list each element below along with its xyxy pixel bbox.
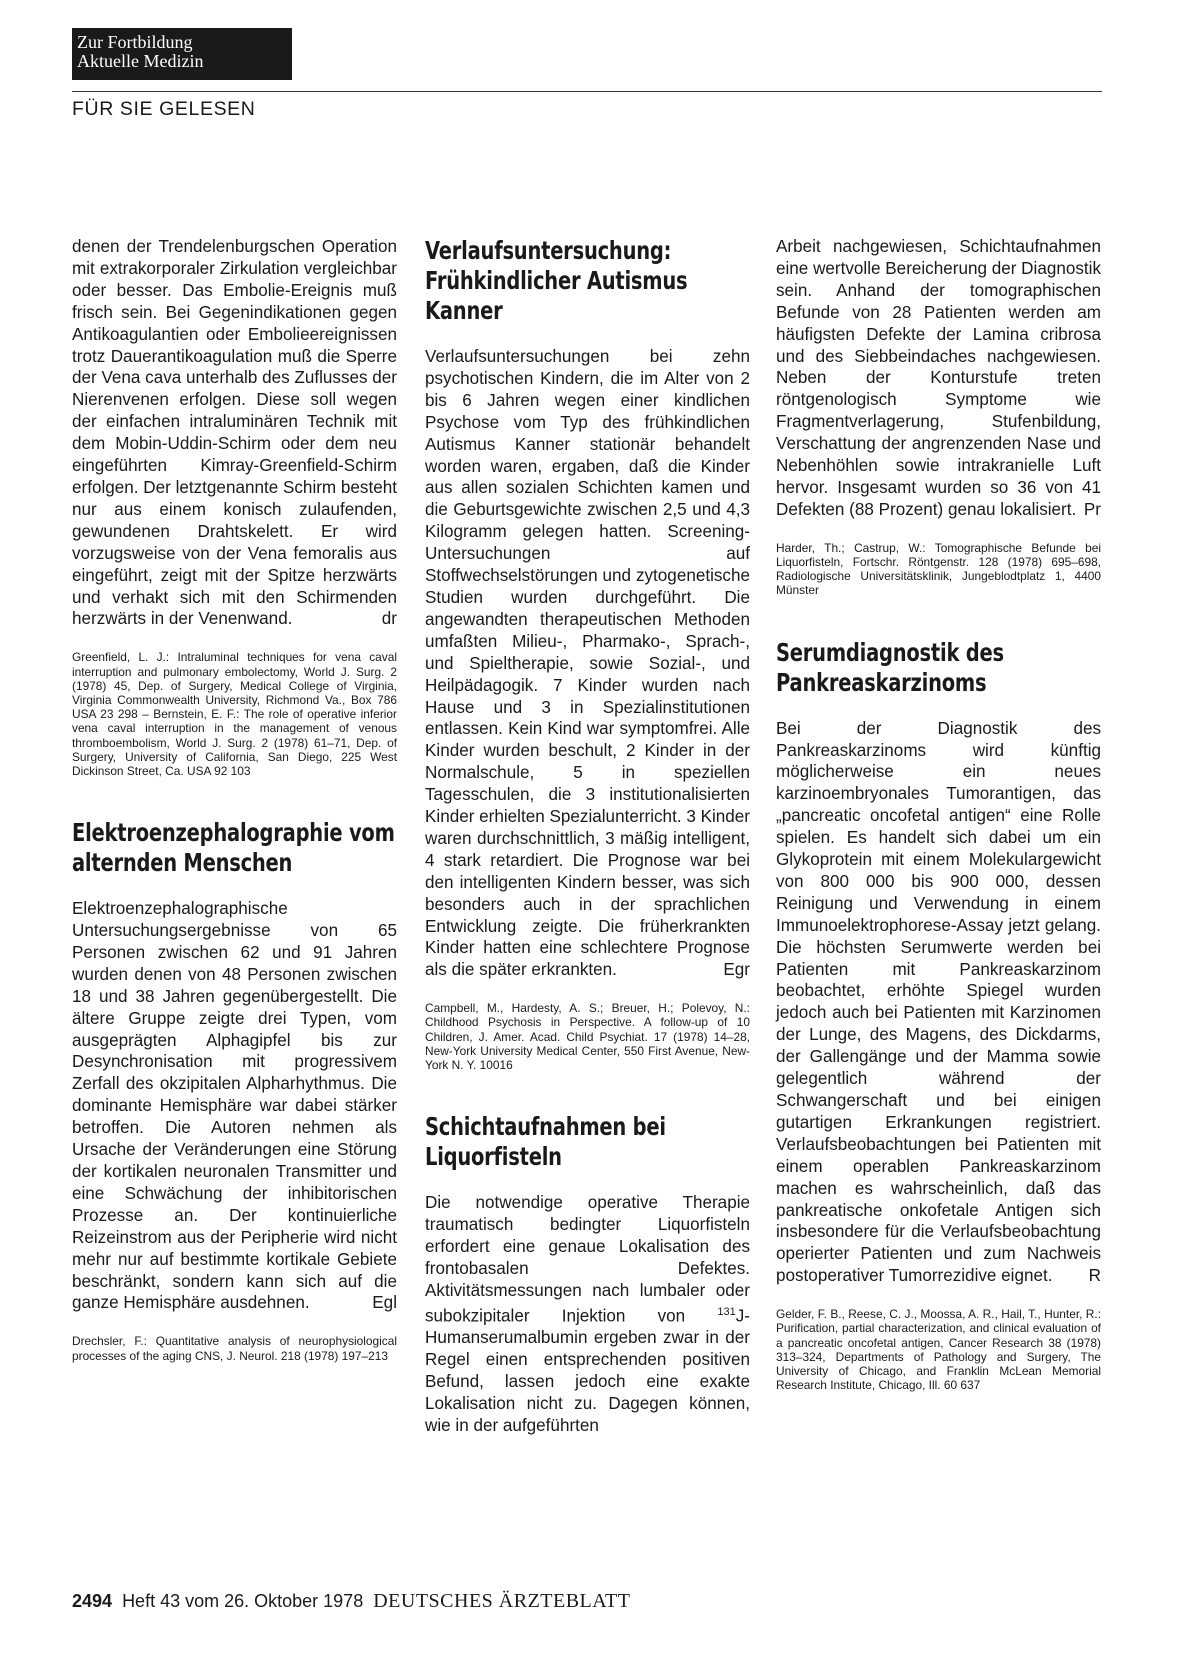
column-2 bbox=[425, 236, 750, 1437]
badge-line-2: Aktuelle Medizin bbox=[77, 51, 204, 71]
page-footer bbox=[72, 1590, 630, 1613]
page-number: 2494 bbox=[72, 1591, 113, 1611]
section-label: FÜR SIE GELESEN bbox=[72, 98, 256, 120]
section-badge bbox=[72, 28, 292, 80]
isotope-superscript: 131 bbox=[717, 1305, 736, 1318]
reference: Greenfield, L. J.: Intraluminal techniques for vena caval interruption and pulmonary embolectomy, World J. Surg. 2 (1978) 45, Dep. of Surgery, Medical College of Virginia, Virginia Commonwealth University, Richmond Va., Box 786 USA 23 298 – Bernstein, E. F.: The role of operative inferior vena caval interruption in the management of venous thromboembolism, World J. Surg. 2 (1978) 61–71, Dep. of Surgery, University of California, San Diego, 225 West Dickinson Street, Ca. USA 92 103 bbox=[72, 650, 397, 778]
author-signature: Egl bbox=[372, 1293, 397, 1313]
article-title: Schichtaufnahmen bei Liquorfisteln bbox=[425, 1112, 666, 1172]
reference: Drechsler, F.: Quantitative analysis of neurophysiological processes of the aging CNS, J. Neurol. 218 (1978) 197–213 bbox=[72, 1334, 397, 1363]
author-signature: R bbox=[1088, 1266, 1101, 1286]
article-title: Serumdiagnostik des Pankreaskarzinoms bbox=[776, 637, 1004, 697]
article-continuation-text: denen der Trendelenburgschen Operation mit extrakorporaler Zirkulation vergleichbar oder besser. Das Embolie-Ereignis muß frisch sein. Bei Gegenindikationen gegen Antikoagulantien oder Embolieereignissen trotz Dauerantikoagulation muß die Sperre der Vena cava unterhalb des Zuflusses der Nierenvenen erfolgen. Diese soll wegen der einfachen intraluminären Technik mit dem Mobin-Uddin-Schirm oder dem neu eingeführten Kimray-Greenfield-Schirm erfolgen. Der letztgenannte Schirm besteht nur aus einem konisch zulaufenden, gewundenen Drahtskelett. Er wird vorzugsweise von der Vena femoralis aus eingeführt, zeigt mit der Spitze herzwärts und verhakt sich mit den Schirmenden herzwärts in der Venenwand. dr bbox=[72, 237, 397, 629]
reference: Harder, Th.; Castrup, W.: Tomographische Befunde bei Liquorfisteln, Fortschr. Röntgenstr. 128 (1978) 695–698, Radiologische Universitätsklinik, Jungeblodtplatz 1, 4400 Münster bbox=[776, 540, 1101, 598]
article-body: Elektroenzephalographische Untersuchungsergebnisse von 65 Personen zwischen 62 und 91 Jahren wurden denen von 48 Personen zwischen 18 und 38 Jahren gegenübergestellt. Die ältere Gruppe zeigte drei Typen, vom ausgeprägten Alphagipfel bis zur Desynchronisation mit progressivem Zerfall des okzipitalen Alpharhythmus. Die dominante Hemisphäre war dabei stärker betroffen. Die Autoren nehmen als Ursache der Veränderungen eine Störung der kortikalen neuronalen Transmitter und eine Schwächung der inhibitorischen Prozesse an. Der kontinuierliche Reizeinstrom aus der Peripherie wird nicht mehr nur auf bestimmte kortikale Gebiete beschränkt, sondern kann sich auf die ganze Hemisphäre ausdehnen. Egl bbox=[72, 899, 397, 1313]
article-continuation-text: Arbeit nachgewiesen, Schichtaufnahmen eine wertvolle Bereicherung der Diagnostik sein. Anhand der tomographischen Befunde von 28 Patienten werden am häufigsten Defekte der Lamina cribrosa und des Siebbeindaches nachgewiesen. Neben der Konturstufe treten röntgenologisch Symptome wie Fragmentverlagerung, Stufenbildung, Verschattung der angrenzenden Nase und Nebenhöhlen sowie intrakranielle Luft hervor. Insgesamt wurden so 36 von 41 Defekten (88 Prozent) genau lokalisiert. Pr bbox=[776, 237, 1101, 519]
article-body: Verlaufsuntersuchungen bei zehn psychotischen Kindern, die im Alter von 2 bis 6 Jahren wegen einer kindlichen Psychose vom Typ des frühkindlichen Autismus Kanner stationär behandelt worden waren, ergaben, daß die Kinder aus allen sozialen Schichten kamen und die Geburtsgewichte zwischen 2,5 und 4,3 Kilogramm gelegen hatten. Screening-Untersuchungen auf Stoffwechselstörungen und zytogenetische Studien wurden durchgeführt. Die angewandten therapeutischen Methoden umfaßten Milieu-, Pharmako-, Sprach-, und Spieltherapie, sowie Sozial-, und Heilpädagogik. 7 Kinder wurden nach Hause und 3 in Spezialinstitutionen entlassen. Kein Kind war symptomfrei. Alle Kinder wurden beschult, 2 Kinder in der Normalschule, 5 in speziellen Tagesschulen, die 3 institutionalisierten Kinder erhielten Spezialunterricht. 3 Kinder waren durchschnittlich, 3 mäßig intelligent, 4 stark retardiert. Die Prognose war bei den intelligenten Kindern besser, was sich besonders auch in der sprachlichen Entwicklung zeigte. Die früherkrankten Kinder hatten eine schlechtere Prognose als die später erkrankten. Egr bbox=[425, 347, 750, 980]
article-title: Verlaufsuntersuchung: Frühkindlicher Autismus Kanner bbox=[425, 236, 688, 325]
article-body: Bei der Diagnostik des Pankreaskarzinoms wird künftig möglicherweise ein neues karzinoembryonales Tumorantigen, das „pancreatic oncofetal antigen“ eine Rolle spielen. Es handelt sich dabei um ein Glykoprotein mit einem Molekulargewicht von 800 000 bis 900 000, dessen Reinigung und Verwendung in einem Immunoelektrophorese-Assay jetzt gelang. Die höchsten Serumwerte werden bei Patienten mit Pankreaskarzinom beobachtet, erhöhte Spiegel wurden jedoch auch bei Patienten mit Karzinomen der Lunge, des Magens, des Dickdarms, der Gallengänge und der Mamma sowie gelegentlich während der Schwangerschaft und bei einigen gutartigen Erkrankungen registriert. Verlaufsbeobachtungen bei Patienten mit einem operablen Pankreaskarzinom machen es wahrscheinlich, daß das pankreatische onkofetale Antigen sich insbesondere für die Verlaufsbeobachtung operierter Patienten und zum Nachweis postoperativer Tumorrezidive eignet. R bbox=[776, 718, 1101, 1286]
author-signature: dr bbox=[381, 609, 397, 629]
column-1 bbox=[72, 236, 397, 1363]
article-title: Elektroenzephalographie vom alternden Menschen bbox=[72, 818, 395, 878]
column-3 bbox=[776, 236, 1101, 1392]
article-body: Die notwendige operative Therapie traumatisch bedingter Liquorfisteln erfordert eine genaue Lokalisation des frontobasalen Defektes. Aktivitätsmessungen nach lumbaler oder subokzipitaler Injektion von $^{131}$J-Humanserumalbumin ergeben zwar in der Regel einen entsprechenden positiven Befund, lassen jedoch eine exakte Lokalisation nicht zu. Dagegen können, wie in der aufgeführten bbox=[425, 1193, 750, 1436]
reference: Campbell, M., Hardesty, A. S.; Breuer, H.; Polevoy, N.: Childhood Psychosis in Perspective. A follow-up of 10 Children, J. Amer. Acad. Child Psychiat. 17 (1978) 14–28, New-York University Medical Center, 550 First Avenue, New-York N. Y. 10016 bbox=[425, 1001, 750, 1073]
author-signature: Egr bbox=[723, 960, 750, 980]
journal-name: DEUTSCHES ÄRZTEBLATT bbox=[373, 1590, 631, 1612]
badge-line-1: Zur Fortbildung bbox=[77, 32, 193, 52]
reference: Gelder, F. B., Reese, C. J., Moossa, A. R., Hail, T., Hunter, R.: Purification, partial characterization, and clinical evaluation of a pancreatic oncofetal antigen, Cancer Research 38 (1978) 313–324, Departments of Pathology and Surgery, The University of Chicago, and Franklin McLean Memorial Research Institute, Chicago, Ill. 60 637 bbox=[776, 1307, 1101, 1393]
header-rule bbox=[72, 91, 1102, 92]
issue-info: Heft 43 vom 26. Oktober 1978 bbox=[122, 1591, 364, 1611]
author-signature: Pr bbox=[1083, 499, 1101, 519]
